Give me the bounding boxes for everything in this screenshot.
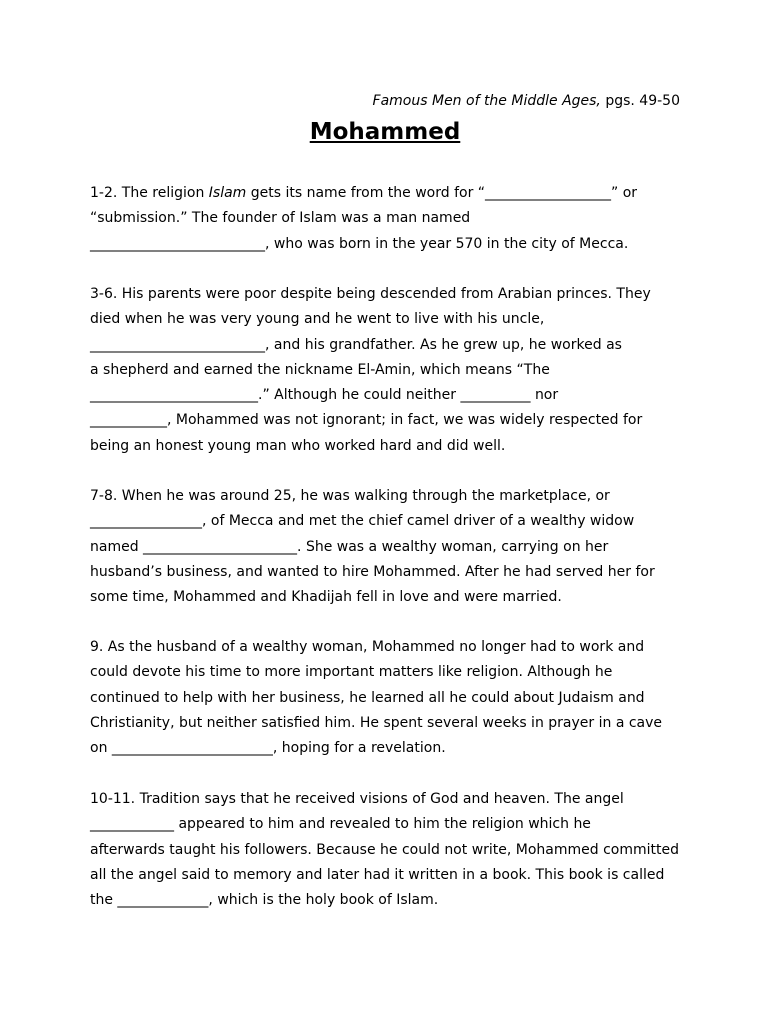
- paragraph-line: _________________________, and his grandfather. As he grew up, he worked as: [90, 336, 622, 353]
- paragraph-line: “submission.” The founder of Islam was a man named: [90, 210, 471, 227]
- paragraph-line: on _______________________, hoping for a revelation.: [90, 740, 446, 757]
- line-text: 1-2. The religion: [90, 185, 209, 201]
- paragraph-line: died when he was very young and he went to live with his uncle,: [90, 311, 545, 328]
- paragraph-3-6: [90, 282, 690, 459]
- paragraph-line: being an honest young man who worked hard and did well.: [90, 437, 506, 454]
- paragraph-line: ________________________.” Although he could neither __________ nor: [90, 387, 559, 404]
- paragraph-line: a shepherd and earned the nickname El-Amin, which means “The: [90, 361, 550, 378]
- paragraph-line: the _____________, which is the holy book of Islam.: [90, 892, 439, 909]
- paragraph-line: afterwards taught his followers. Because he could not write, Mohammed committed: [90, 841, 680, 858]
- paragraph-line: ____________ appeared to him and revealed to him the religion which he: [90, 816, 591, 833]
- paragraph-line: [90, 181, 690, 206]
- paragraph-line: 3-6. His parents were poor despite being descended from Arabian princes. They: [90, 286, 651, 302]
- paragraph-line: named ______________________. She was a wealthy woman, carrying on her: [90, 538, 609, 555]
- page-title: Mohammed: [309, 119, 461, 145]
- paragraph-line: all the angel said to memory and later had it written in a book. This book is called: [90, 866, 665, 883]
- source-book-title: Famous Men of the Middle Ages,: [372, 93, 601, 109]
- paragraph-line: 9. As the husband of a wealthy woman, Mohammed no longer had to work and: [90, 639, 645, 655]
- paragraph-line: 7-8. When he was around 25, he was walking through the marketplace, or: [90, 488, 610, 504]
- paragraph-line: some time, Mohammed and Khadijah fell in love and were married.: [90, 589, 562, 606]
- paragraph-7-8: [90, 484, 690, 610]
- paragraph-line: Christianity, but neither satisfied him. He spent several weeks in prayer in a cave: [90, 714, 663, 731]
- paragraph-line: _________________________, who was born in the year 570 in the city of Mecca.: [90, 235, 629, 252]
- source-citation: [373, 92, 680, 110]
- paragraph-1-2: [90, 181, 690, 257]
- paragraph-9: [90, 635, 690, 761]
- paragraph-10-11: [90, 787, 690, 913]
- paragraph-line: could devote his time to more important matters like religion. Although he: [90, 664, 613, 681]
- paragraph-line: ________________, of Mecca and met the chief camel driver of a wealthy widow: [90, 513, 635, 530]
- paragraph-line: continued to help with her business, he learned all he could about Judaism and: [90, 689, 645, 706]
- paragraph-line: husband’s business, and wanted to hire Mohammed. After he had served her for: [90, 563, 655, 580]
- paragraph-line: ___________, Mohammed was not ignorant; in fact, we was widely respected for: [90, 412, 643, 429]
- source-pages: pgs. 49-50: [600, 93, 680, 109]
- line-text: gets its name from the word for “__________________” or: [246, 185, 638, 201]
- line-text-italic: Islam: [208, 185, 247, 201]
- paragraph-line: 10-11. Tradition says that he received visions of God and heaven. The angel: [90, 791, 624, 807]
